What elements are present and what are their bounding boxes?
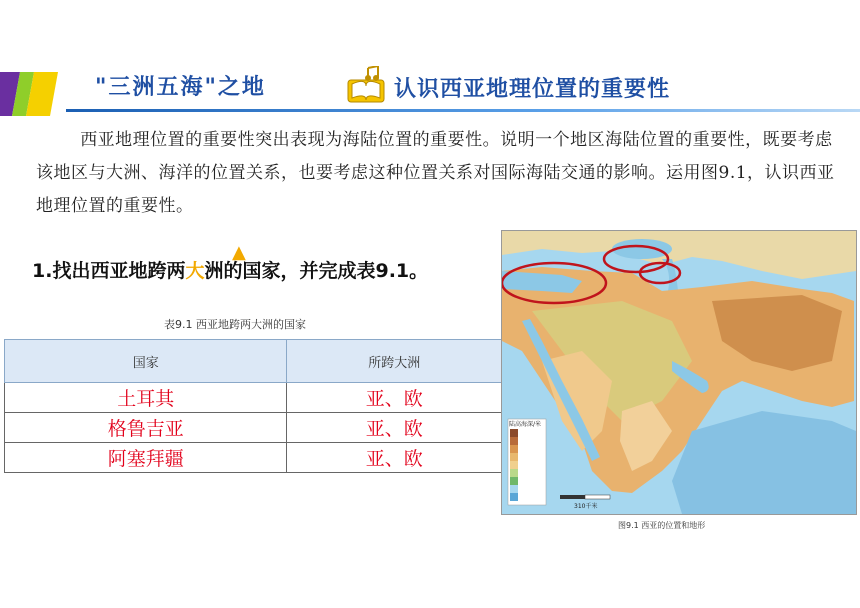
task-suffix: 洲的国家，并完成表9.1。 <box>204 260 429 282</box>
section-subtitle: 认识西亚地理位置的重要性 <box>394 77 671 102</box>
header-accent-bar <box>0 72 58 116</box>
map-legend-title: 陆高海深/米 <box>509 421 542 428</box>
table-header-country: 国家 <box>5 340 287 383</box>
task-highlight: 大 <box>185 260 205 282</box>
continent-cell: 亚、欧 <box>287 383 502 413</box>
country-cell: 阿塞拜疆 <box>5 443 287 473</box>
task-heading <box>32 242 429 283</box>
table-header-continents: 所跨大洲 <box>287 340 502 383</box>
intro-paragraph: 西亚地理位置的重要性突出表现为海陆位置的重要性。说明一个地区海陆位置的重要性，既要考虑该地区与大洲、海洋的位置关系，也要考虑这种位置关系对国际海陆交通的影响。运用图9.1，认识西亚地理位置的重要性。 <box>36 130 835 216</box>
map-caption: 图9.1 西亚的位置和地形 <box>618 521 706 530</box>
country-cell: 格鲁吉亚 <box>5 413 287 443</box>
spark-icon: ▲ <box>232 242 246 263</box>
table-row <box>5 383 502 413</box>
table-caption: 表9.1 西亚地跨两大洲的国家 <box>164 318 306 331</box>
table-row <box>5 443 502 473</box>
continent-cell: 亚、欧 <box>287 413 502 443</box>
task-prefix: 1.找出西亚地跨两 <box>32 260 186 282</box>
country-cell: 土耳其 <box>5 383 287 413</box>
header-underline <box>66 109 860 112</box>
continent-cell: 亚、欧 <box>287 443 502 473</box>
table-row <box>5 413 502 443</box>
book-music-icon <box>346 66 386 104</box>
countries-table <box>4 339 502 473</box>
map-scale-label: 310千米 <box>574 503 598 510</box>
section-title: "三洲五海"之地 <box>95 75 266 100</box>
map-svg <box>502 231 856 514</box>
west-asia-map <box>501 230 857 515</box>
